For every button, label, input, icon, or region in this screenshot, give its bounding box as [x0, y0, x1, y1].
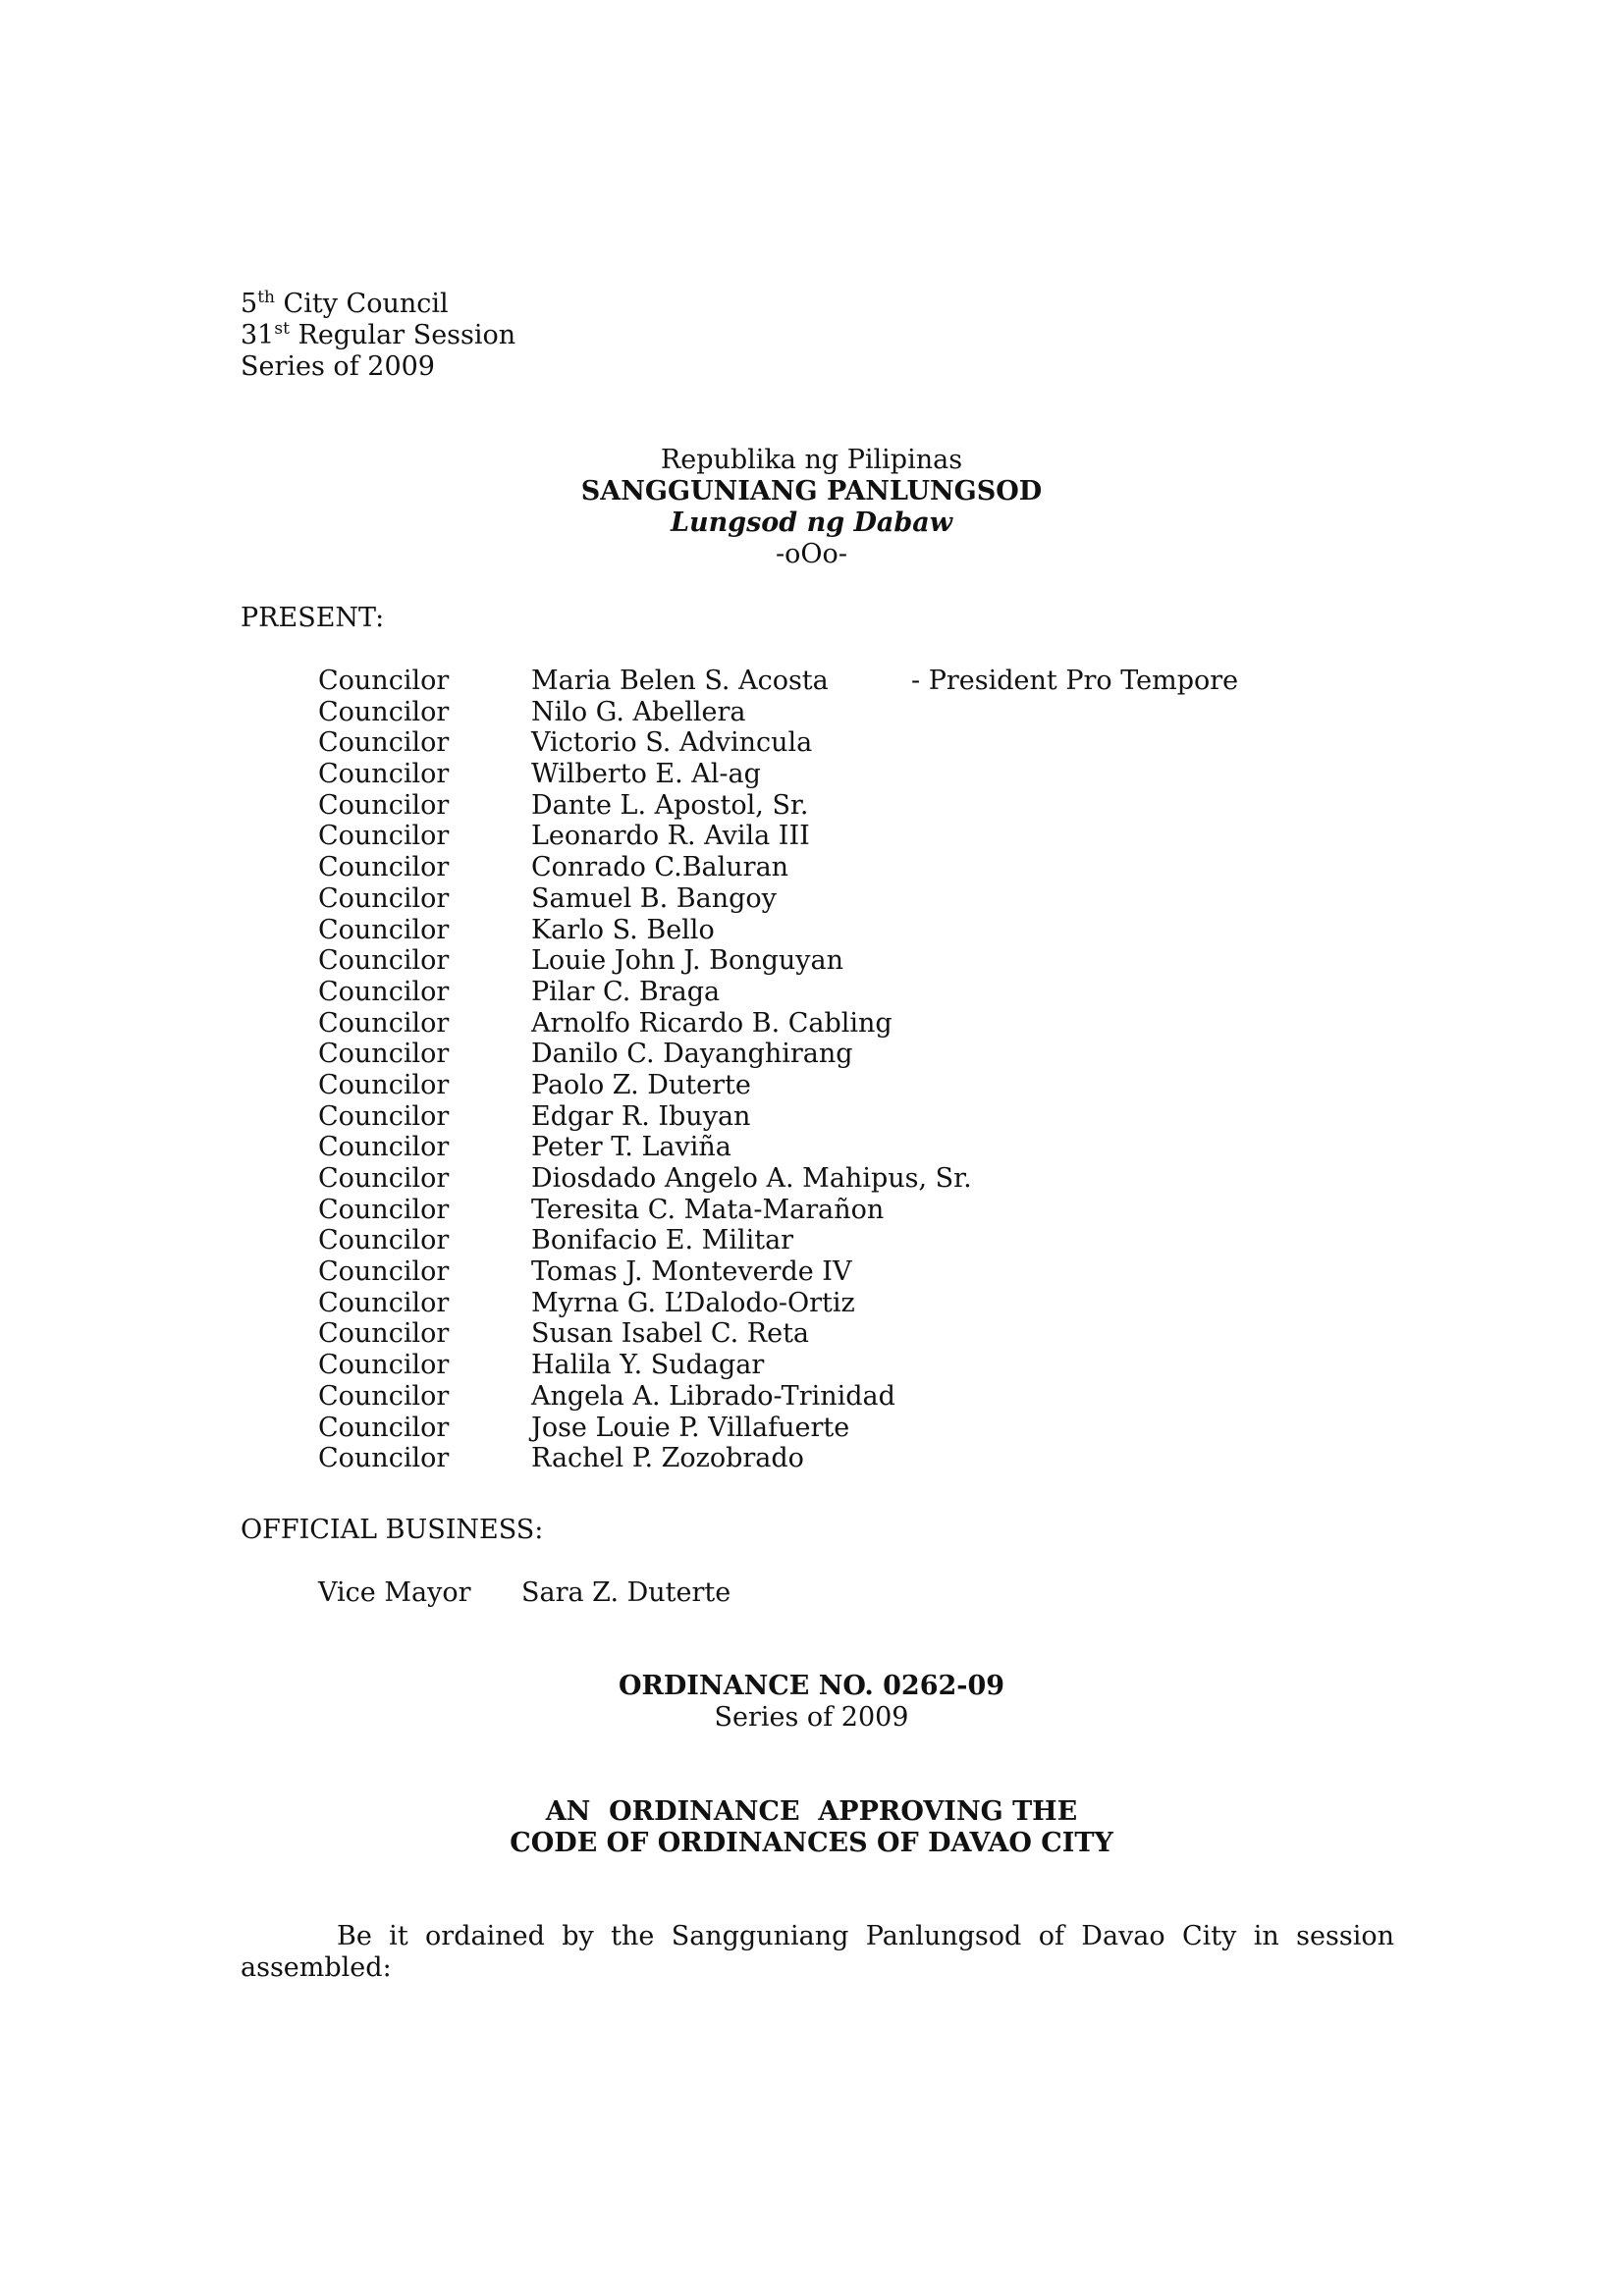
document-heading [0, 445, 1623, 570]
councilor-name: Nilo G. Abellera [531, 696, 746, 727]
ordinance-number: ORDINANCE NO. 0262-09 [618, 1671, 1005, 1701]
councilor-title: Councilor [318, 1069, 450, 1100]
councilor-title: Councilor [318, 1194, 450, 1225]
councilor-name: Danilo C. Dayanghirang [531, 1039, 853, 1070]
councilor-title: Councilor [318, 696, 450, 727]
councilor-name: Wilberto E. Al-ag [531, 759, 761, 790]
councilor-name: Angela A. Librado-Trinidad [531, 1380, 895, 1412]
councilor-title: Councilor [318, 945, 450, 977]
councilor-name: Jose Louie P. Villafuerte [531, 1412, 850, 1443]
councilor-name: Louie John J. Bonguyan [531, 945, 844, 977]
session-line: 31st Regular Session [241, 319, 516, 350]
councilor-title: Councilor [318, 1380, 450, 1412]
councilor-title: Councilor [318, 1007, 450, 1039]
vice-mayor-title: Vice Mayor [318, 1577, 471, 1608]
councilor-title: Councilor [318, 914, 450, 945]
councilor-name: Myrna G. L’Dalodo-Ortiz [531, 1287, 855, 1318]
councilor-name: Bonifacio E. Militar [531, 1225, 794, 1256]
ordinance-number-block [0, 1671, 1623, 1734]
councilor-name: Karlo S. Bello [531, 914, 715, 945]
councilor-name: Arnolfo Ricardo B. Cabling [531, 1007, 893, 1039]
councilor-name: Conrado C.Baluran [531, 852, 789, 883]
councilor-title: Councilor [318, 1350, 450, 1381]
councilor-name: Paolo Z. Duterte [531, 1069, 751, 1100]
councilor-name: Leonardo R. Avila III [531, 821, 810, 852]
councilor-name: Pilar C. Braga [531, 976, 721, 1007]
councilor-title: Councilor [318, 1287, 450, 1318]
ordinance-title-line-2: CODE OF ORDINANCES OF DAVAO CITY [510, 1828, 1113, 1858]
councilor-title: Councilor [318, 1039, 450, 1070]
ordinance-series: Series of 2009 [714, 1702, 909, 1733]
councilor-name: Teresita C. Mata-Marañon [531, 1194, 885, 1225]
councilor-title: Councilor [318, 1412, 450, 1443]
councilor-title: Councilor [318, 1443, 450, 1474]
vice-mayor-name: Sara Z. Duterte [521, 1577, 731, 1608]
councilor-title: Councilor [318, 1225, 450, 1256]
councilor-title: Councilor [318, 666, 450, 696]
council-line: 5th City Council [241, 288, 449, 319]
republic-line: Republika ng Pilipinas [660, 445, 963, 475]
councilor-title: Councilor [318, 727, 450, 759]
councilor-role: - President Pro Tempore [911, 666, 1239, 696]
councilor-title: Councilor [318, 1132, 450, 1163]
councilor-name: Peter T. Laviña [531, 1132, 731, 1163]
councilor-title: Councilor [318, 759, 450, 790]
councilor-name: Victorio S. Advincula [531, 727, 813, 759]
series-line: Series of 2009 [241, 351, 435, 382]
councilor-name: Edgar R. Ibuyan [531, 1100, 751, 1132]
enacting-clause: Be it ordained by the Sangguniang Panlungsod of Davao City in session assembled: [241, 1921, 1394, 1983]
councilor-name: Samuel B. Bangoy [531, 882, 777, 914]
councilor-title: Councilor [318, 1163, 450, 1194]
councilor-title: Councilor [318, 1100, 450, 1132]
councilor-title: Councilor [318, 1318, 450, 1350]
present-label: PRESENT: [241, 603, 385, 633]
official-business-label: OFFICIAL BUSINESS: [241, 1515, 544, 1545]
councilor-title: Councilor [318, 1256, 450, 1288]
councilor-name: Susan Isabel C. Reta [531, 1318, 810, 1350]
councilor-name: Halila Y. Sudagar [531, 1350, 765, 1381]
councilor-title: Councilor [318, 852, 450, 883]
ordinance-title-block [0, 1796, 1623, 1859]
councilor-name: Diosdado Angelo A. Mahipus, Sr. [531, 1163, 972, 1194]
councilor-title: Councilor [318, 821, 450, 852]
councilor-name: Maria Belen S. Acosta [531, 666, 829, 696]
session-info [241, 289, 515, 383]
councilor-title: Councilor [318, 882, 450, 914]
councilor-name: Rachel P. Zozobrado [531, 1443, 804, 1474]
body-line: SANGGUNIANG PANLUNGSOD [580, 476, 1043, 507]
councilor-name: Dante L. Apostol, Sr. [531, 789, 809, 821]
councilor-title: Councilor [318, 789, 450, 821]
councilor-name: Tomas J. Monteverde IV [531, 1256, 852, 1288]
ordinance-title-line-1: AN ORDINANCE APPROVING THE [545, 1796, 1078, 1827]
ornament-line: -oOo- [776, 539, 847, 569]
councilor-title: Councilor [318, 976, 450, 1007]
city-line: Lungsod ng Dabaw [670, 507, 953, 538]
